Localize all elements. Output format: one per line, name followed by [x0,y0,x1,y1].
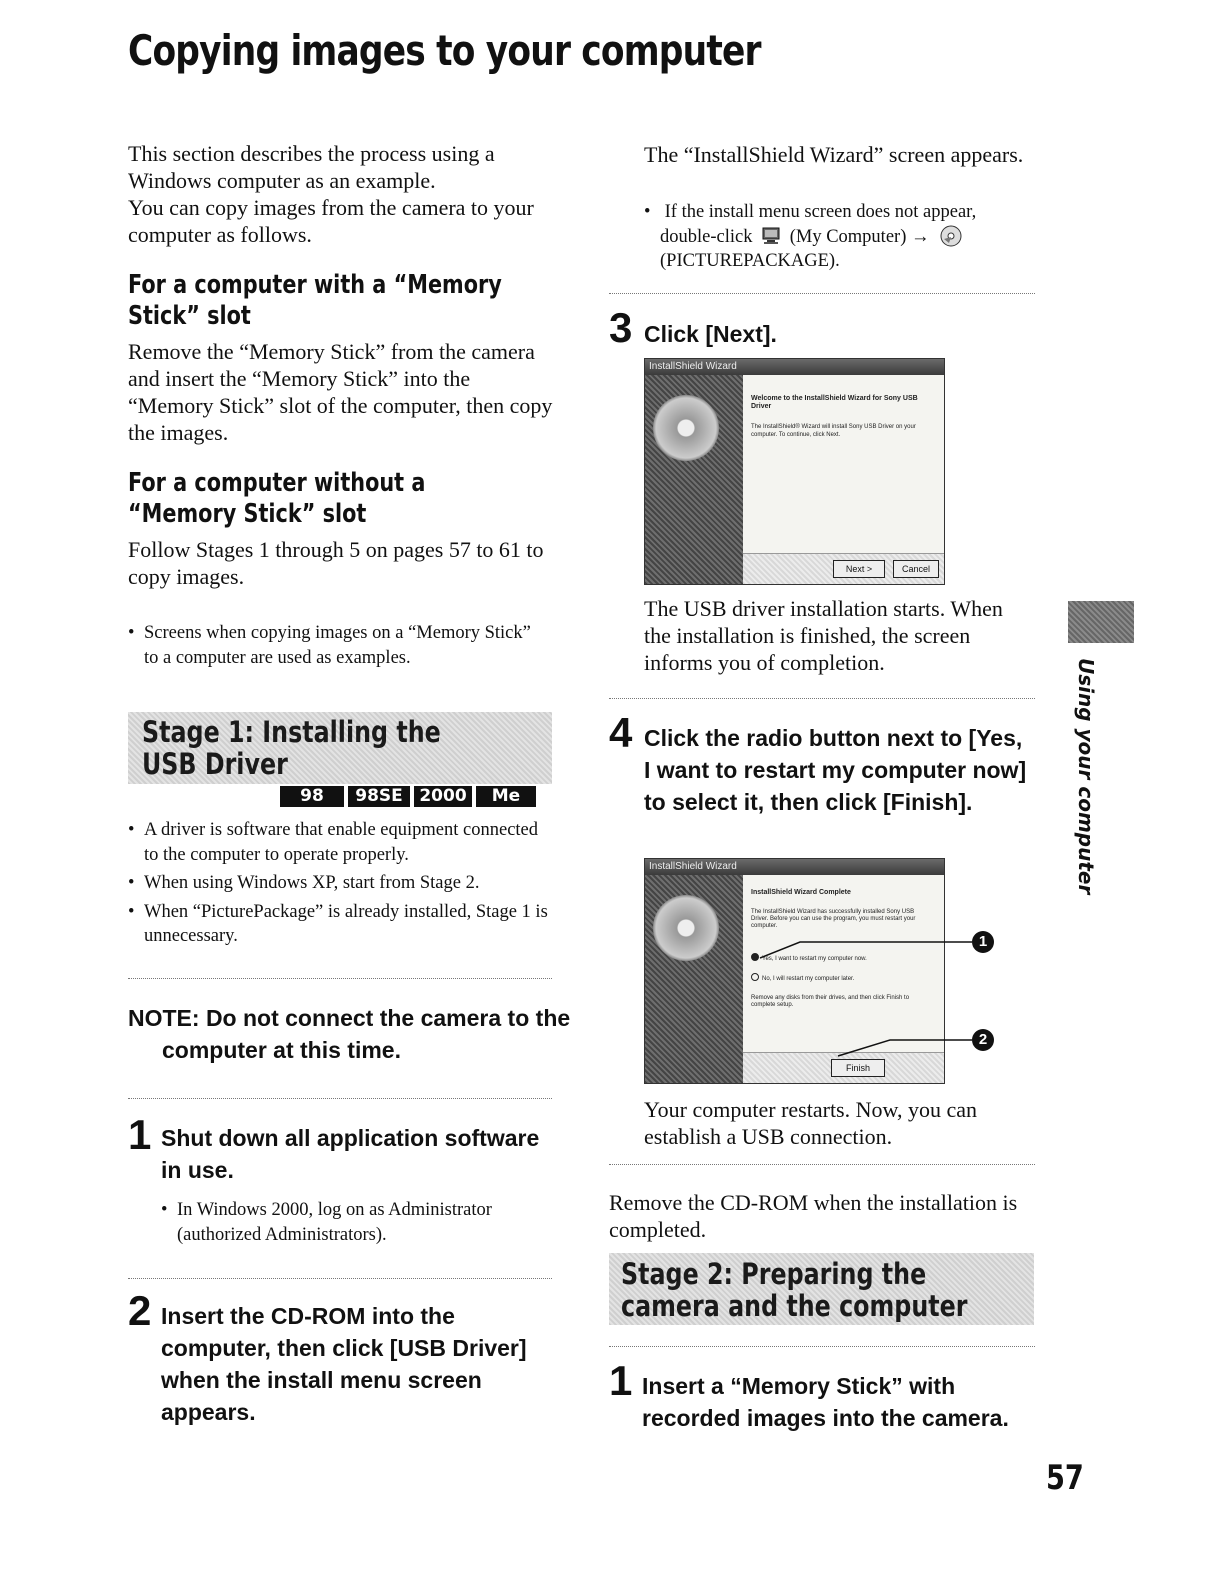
step-1-heading: Shut down all application software in use. [161,1125,540,1183]
cd-rom-icon [940,225,962,247]
stage-2-title: Stage 2: Preparing the camera and the computer [621,1257,968,1323]
page-title: Copying images to your computer [128,26,761,75]
stage-1-bullets [128,818,548,953]
step-2-heading: Insert the CD-ROM into the computer, then click [USB Driver] when the install menu screen appears. [161,1303,527,1425]
wizard-footer [743,553,944,584]
stage-1-bullet: • When “PicturePackage” is already installed, Stage 1 is unnecessary. [128,900,548,949]
step-1-note [161,1198,551,1251]
wizard-welcome-screenshot [644,358,945,585]
callout-2-icon: 2 [972,1029,994,1051]
install-menu-text-a: If the install menu screen does not appear, double-click [660,202,977,247]
finish-button[interactable]: Finish [831,1059,885,1077]
remove-disks-text: Remove any disks from their drives, and then click Finish to complete setup. [751,995,910,1008]
text-without-slot: Follow Stages 1 through 5 on pages 57 to 61 to copy images. [128,537,544,589]
divider [609,698,1035,699]
install-menu-note [644,200,1034,278]
my-computer-icon [761,227,781,245]
step-4-heading: Click the radio button next to [Yes, I want to restart my computer now] to select it, then click [Finish]. [644,725,1027,815]
screens-note-text: • Screens when copying images on a “Memory Stick” to a computer are used as examples. [128,621,548,670]
section-tab-marker [1068,601,1134,643]
divider [609,1164,1035,1165]
cancel-button[interactable]: Cancel [893,560,939,578]
stage-1-title: Stage 1: Installing the USB Driver [142,715,441,781]
wizard-welcome-heading: Welcome to the InstallShield Wizard for Sony USB Driver [751,395,918,410]
step-4-after: Your computer restarts. Now, you can establish a USB connection. [644,1097,977,1149]
install-menu-text-b: (My Computer) → [789,226,930,247]
callout-1-icon: 1 [972,931,994,953]
divider [128,978,552,979]
divider [128,1098,552,1099]
section-tab-text: Using your computer [1074,658,1098,895]
text-with-slot: Remove the “Memory Stick” from the camera and insert the “Memory Stick” into the “Memory Stick” slot of the computer, then copy the images. [128,339,553,445]
wizard-side-panel [645,375,743,584]
remove-cdrom: Remove the CD-ROM when the installation is completed. [609,1190,1018,1242]
step-1-number: 1 [128,1111,152,1158]
step-3-heading: Click [Next]. [644,321,777,347]
wizard-disc-icon [653,395,719,461]
stage-1-banner [128,712,552,784]
wizard-disc-icon [653,895,719,961]
intro [128,140,558,248]
wizard-titlebar: InstallShield Wizard [645,359,944,375]
heading-with-slot: For a computer with a “Memory Stick” slot [128,270,502,331]
callout-lines [740,930,980,1080]
os-badges [280,786,536,807]
stage-2-banner [609,1253,1034,1325]
radio-yes-label: Yes, I want to restart my computer now. [762,956,867,962]
step-1-bullet: • In Windows 2000, log on as Administrator (authorized Administrators). [161,1198,551,1247]
intro-line-1: This section describes the process using a Windows computer as an example. [128,141,495,193]
os-badge-98se: 98SE [348,786,410,807]
install-menu-bullet [644,200,1034,274]
intro-line-2: You can copy images from the camera to your computer as follows. [128,195,534,247]
screens-note [128,621,548,674]
page-number: 57 [1046,1458,1084,1498]
install-menu-text-c: (PICTUREPACKAGE). [660,251,840,271]
note-text: NOTE: Do not connect the camera to the computer at this time. [128,1005,571,1063]
next-button[interactable]: Next > [833,560,885,578]
os-badge-2000: 2000 [414,786,472,807]
divider [609,293,1035,294]
wizard-side-panel [645,875,743,1083]
wizard-complete-body: The InstallShield Wizard has successfully installed Sony USB Driver. Before you can use the program, you must restart your computer. [751,909,916,929]
divider [609,1346,1035,1347]
wizard-complete-heading: InstallShield Wizard Complete [751,889,851,896]
step-3-after: The USB driver installation starts. When the installation is finished, the screen informs you of completion. [644,596,1003,675]
section-tab-label [1073,658,1099,895]
heading-without-slot: For a computer without a “Memory Stick” slot [128,468,426,529]
step-2-number: 2 [128,1287,152,1334]
stage-1-bullet: • When using Windows XP, start from Stage 2. [128,871,548,896]
step-3-number: 3 [609,304,633,351]
stage-1-bullet: • A driver is software that enable equipment connected to the computer to operate properly. [128,818,548,867]
divider [128,1278,552,1279]
wizard-appears: The “InstallShield Wizard” screen appears. [644,142,1024,167]
os-badge-98: 98 [280,786,344,807]
os-badge-me: Me [476,786,536,807]
wizard-welcome-body: The InstallShield® Wizard will install Sony USB Driver on your computer. To continue, click Next. [751,424,916,438]
stage-2-step-1-heading: Insert a “Memory Stick” with recorded images into the camera. [642,1373,1009,1431]
stage-2-step-1-number: 1 [609,1357,633,1404]
wizard-titlebar: InstallShield Wizard [645,859,944,875]
step-4-number: 4 [609,709,633,756]
radio-no-label: No, I will restart my computer later. [762,976,855,982]
